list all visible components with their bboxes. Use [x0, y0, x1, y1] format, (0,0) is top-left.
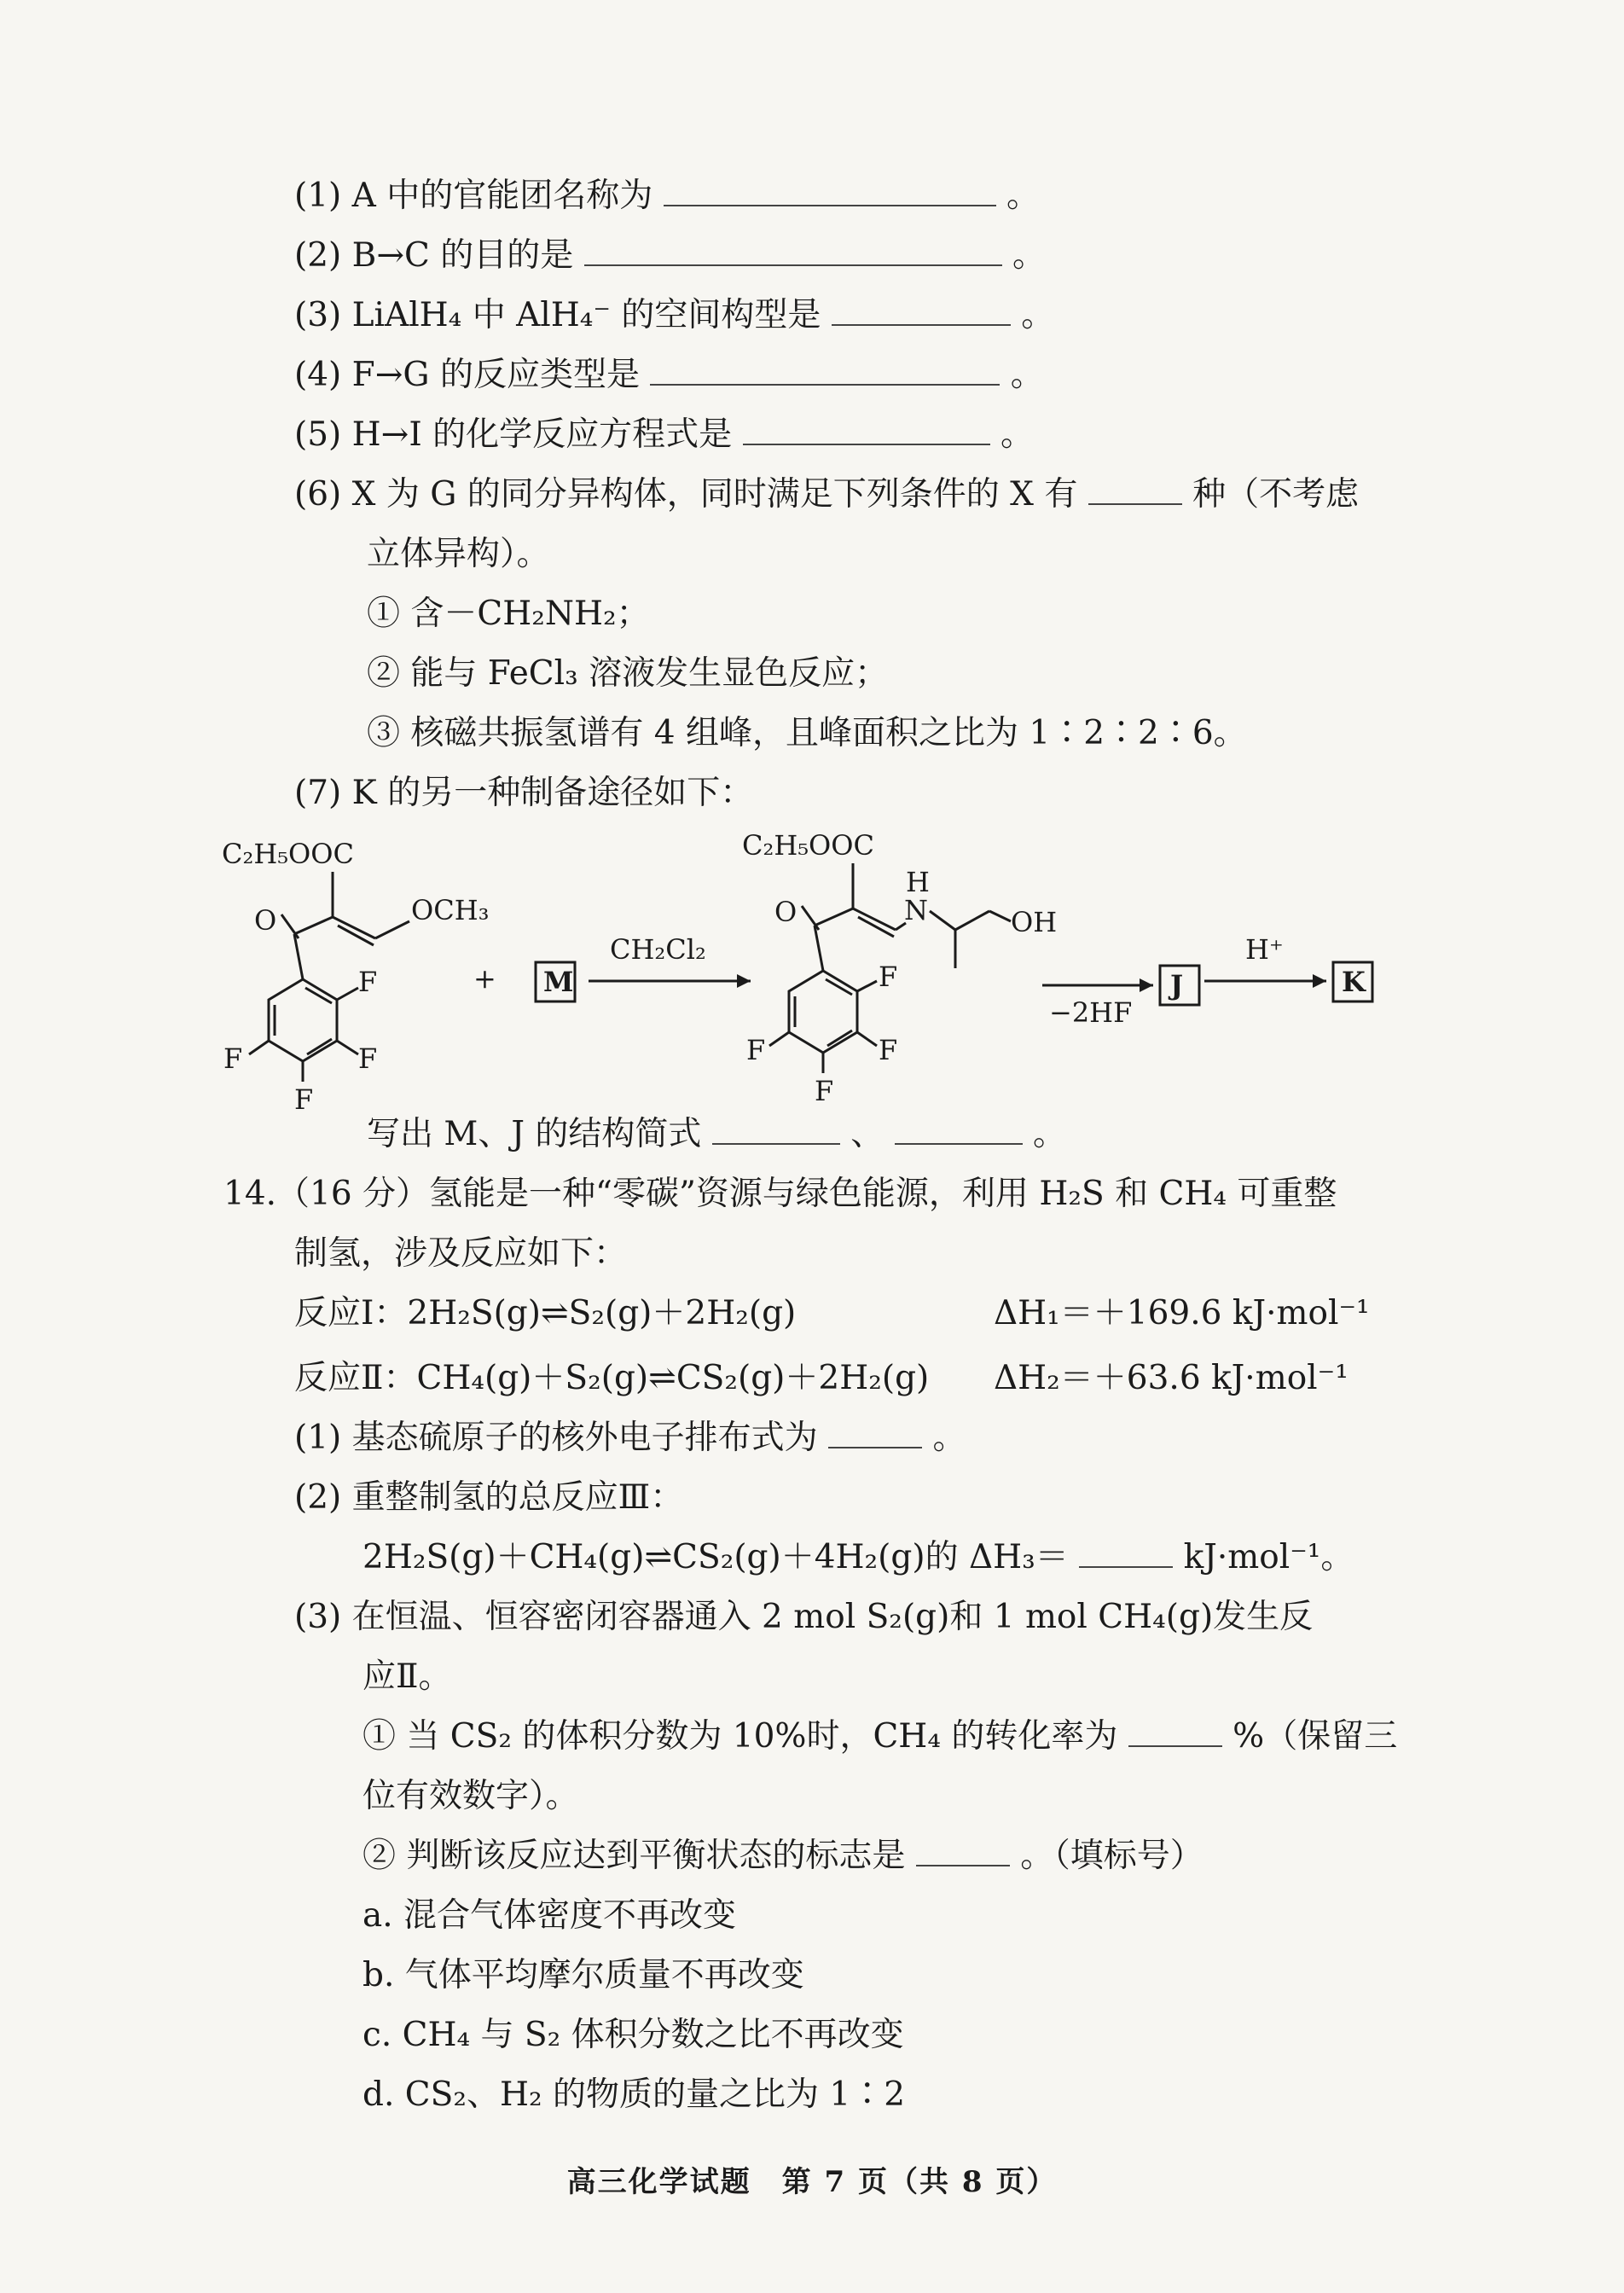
solvent-label: CH₂Cl₂ — [610, 933, 706, 966]
answer-blank[interactable] — [664, 176, 996, 206]
question-text: 基态硫原子的核外电子排布式为 — [351, 1419, 818, 1457]
reaction-scheme — [0, 819, 1624, 1126]
answer-blank[interactable] — [916, 1836, 1010, 1866]
question-number: (3) — [294, 1598, 342, 1636]
question-number: (4) — [294, 356, 342, 394]
fluorine-label: F — [358, 1042, 378, 1075]
answer-blank[interactable] — [828, 1418, 922, 1448]
question-number: (5) — [294, 415, 342, 454]
hf-loss-label: −2HF — [1049, 996, 1133, 1029]
intermediate-structure — [742, 829, 1057, 1107]
answer-blank[interactable] — [1128, 1716, 1222, 1747]
period: 。 — [1000, 415, 1034, 454]
fluorine-label: F — [223, 1042, 243, 1075]
question-number: (2) — [294, 1478, 342, 1517]
reaction-scheme-svg — [0, 819, 1624, 1126]
equation-text: 2H₂S(g)＋CH₄(g)⇌CS₂(g)＋4H₂(g)的 ΔH₃＝ — [362, 1538, 1069, 1576]
question-number: (3) — [294, 296, 342, 334]
nitrogen-label: N — [904, 894, 928, 926]
question-text: F→G 的反应类型是 — [351, 356, 640, 394]
question-text: 写出 M、J 的结构简式 — [367, 1115, 702, 1153]
reaction-1-enthalpy: ΔH₁＝＋169.6 kJ·mol⁻¹ — [994, 1294, 1370, 1332]
question-text: X 为 G 的同分异构体，同时满足下列条件的 X 有 — [351, 475, 1078, 514]
condition-2: ② 能与 FeCl₃ 溶液发生显色反应； — [367, 654, 889, 693]
fluorine-label: F — [294, 1083, 314, 1116]
option-b: b. 气体平均摩尔质量不再改变 — [362, 1956, 804, 1994]
product-k: K — [1342, 966, 1366, 998]
question-text: LiAlH₄ 中 AlH₄⁻ 的空间构型是 — [351, 296, 821, 334]
option-a: a. 混合气体密度不再改变 — [362, 1896, 737, 1935]
fluorine-label: F — [358, 966, 378, 998]
question-number: (1) — [294, 1419, 342, 1457]
condition-1: ① 含－CH₂NH₂； — [367, 595, 650, 633]
answer-blank[interactable] — [1079, 1537, 1173, 1568]
q14-part-3-sub1-line2: 位有效数字）。 — [362, 1777, 579, 1815]
page-footer: 高三化学试题 第 7 页（共 8 页） — [566, 2165, 1058, 2199]
q14-part-3 — [294, 1597, 1313, 1638]
question-7 — [294, 773, 753, 814]
arrowhead-icon — [1140, 978, 1153, 992]
reaction-2-enthalpy: ΔH₂＝＋63.6 kJ·mol⁻¹ — [994, 1359, 1348, 1397]
ester-group-label: C₂H₅OOC — [222, 838, 354, 870]
question-text: B→C 的目的是 — [351, 236, 574, 275]
question-1 — [294, 176, 1040, 217]
separator: 、 — [850, 1115, 884, 1153]
option-d: d. CS₂、H₂ 的物质的量之比为 1∶2 — [362, 2075, 906, 2114]
intermediate-j: J — [1170, 969, 1184, 1001]
question-text-tail: 种（不考虑 — [1192, 475, 1360, 514]
question-4 — [294, 355, 1044, 396]
option-c: c. CH₄ 与 S₂ 体积分数之比不再改变 — [362, 2016, 904, 2054]
q14-part-2 — [294, 1477, 683, 1518]
reagent-m: M — [543, 966, 574, 998]
condition-3: ③ 核磁共振氢谱有 4 组峰，且峰面积之比为 1∶2∶2∶6。 — [367, 714, 1247, 752]
amine-hydrogen-label: H — [906, 866, 930, 898]
reactant-structure — [222, 838, 489, 1116]
fluorine-label: F — [879, 961, 898, 993]
question-14-header: 14.（16 分）氢能是一种“零碳”资源与绿色能源，利用 H₂S 和 CH₄ 可重整 — [223, 1175, 1337, 1213]
question-2 — [294, 235, 1046, 276]
arrowhead-icon — [1313, 974, 1326, 988]
question-number: (2) — [294, 236, 342, 275]
question-text: 重整制氢的总反应Ⅲ： — [351, 1478, 684, 1517]
question-number: (6) — [294, 475, 342, 514]
reaction-1: 反应Ⅰ：2H₂S(g)⇌S₂(g)＋2H₂(g) — [294, 1294, 797, 1332]
question-text: ② 判断该反应达到平衡状态的标志是 — [362, 1837, 906, 1875]
fluorine-label: F — [879, 1034, 898, 1066]
methoxy-label: OCH₃ — [411, 894, 490, 926]
question-5 — [294, 415, 1034, 456]
question-number: (7) — [294, 774, 342, 812]
fluorine-label: F — [746, 1034, 766, 1066]
question-text: A 中的官能团名称为 — [351, 177, 653, 215]
acid-catalyst-label: H⁺ — [1245, 933, 1284, 966]
period: 。 — [932, 1419, 966, 1457]
question-6 — [294, 474, 1359, 515]
q14-part-3-line2: 应Ⅱ。 — [362, 1657, 452, 1696]
ester-group-label: C₂H₅OOC — [742, 829, 874, 862]
period: 。 — [1021, 296, 1055, 334]
question-text: ① 当 CS₂ 的体积分数为 10%时，CH₄ 的转化率为 — [362, 1717, 1118, 1756]
answer-blank[interactable] — [650, 355, 1000, 386]
arrowhead-icon — [737, 974, 751, 988]
q14-part-3-sub2 — [362, 1836, 1204, 1877]
period: 。 — [1012, 236, 1047, 275]
period: 。 — [1006, 177, 1041, 215]
period: 。 — [1033, 1115, 1067, 1153]
question-text-tail: %（保留三 — [1232, 1717, 1398, 1756]
q14-part-3-sub1 — [362, 1716, 1397, 1757]
answer-blank-j[interactable] — [895, 1114, 1023, 1145]
question-14-header-line2: 制氢，涉及反应如下： — [294, 1234, 628, 1273]
question-text: K 的另一种制备途径如下： — [351, 774, 754, 812]
plus-sign: + — [473, 962, 496, 995]
answer-blank[interactable] — [743, 415, 990, 445]
answer-blank-m[interactable] — [712, 1114, 840, 1145]
answer-blank[interactable] — [832, 295, 1011, 326]
fluorine-label: F — [815, 1075, 834, 1107]
hydroxyl-label: OH — [1011, 906, 1058, 938]
question-6-line2: 立体异构）。 — [367, 535, 550, 573]
question-number: (1) — [294, 177, 342, 215]
unit-text: kJ·mol⁻¹。 — [1183, 1538, 1354, 1576]
question-text-tail: 。（填标号） — [1020, 1837, 1204, 1875]
period: 。 — [1010, 356, 1044, 394]
answer-blank[interactable] — [1088, 474, 1182, 505]
q14-part-1 — [294, 1418, 966, 1459]
question-7-answer — [367, 1114, 1066, 1155]
question-3 — [294, 295, 1054, 336]
answer-blank[interactable] — [584, 235, 1002, 266]
reaction-2: 反应Ⅱ：CH₄(g)＋S₂(g)⇌CS₂(g)＋2H₂(g) — [294, 1359, 930, 1397]
q14-part-2-equation — [362, 1537, 1354, 1578]
question-text: 在恒温、恒容密闭容器通入 2 mol S₂(g)和 1 mol CH₄(g)发生反 — [351, 1598, 1314, 1636]
question-text: H→I 的化学反应方程式是 — [351, 415, 733, 454]
ketone-oxygen-label: O — [774, 896, 798, 928]
ketone-oxygen-label: O — [254, 904, 277, 937]
